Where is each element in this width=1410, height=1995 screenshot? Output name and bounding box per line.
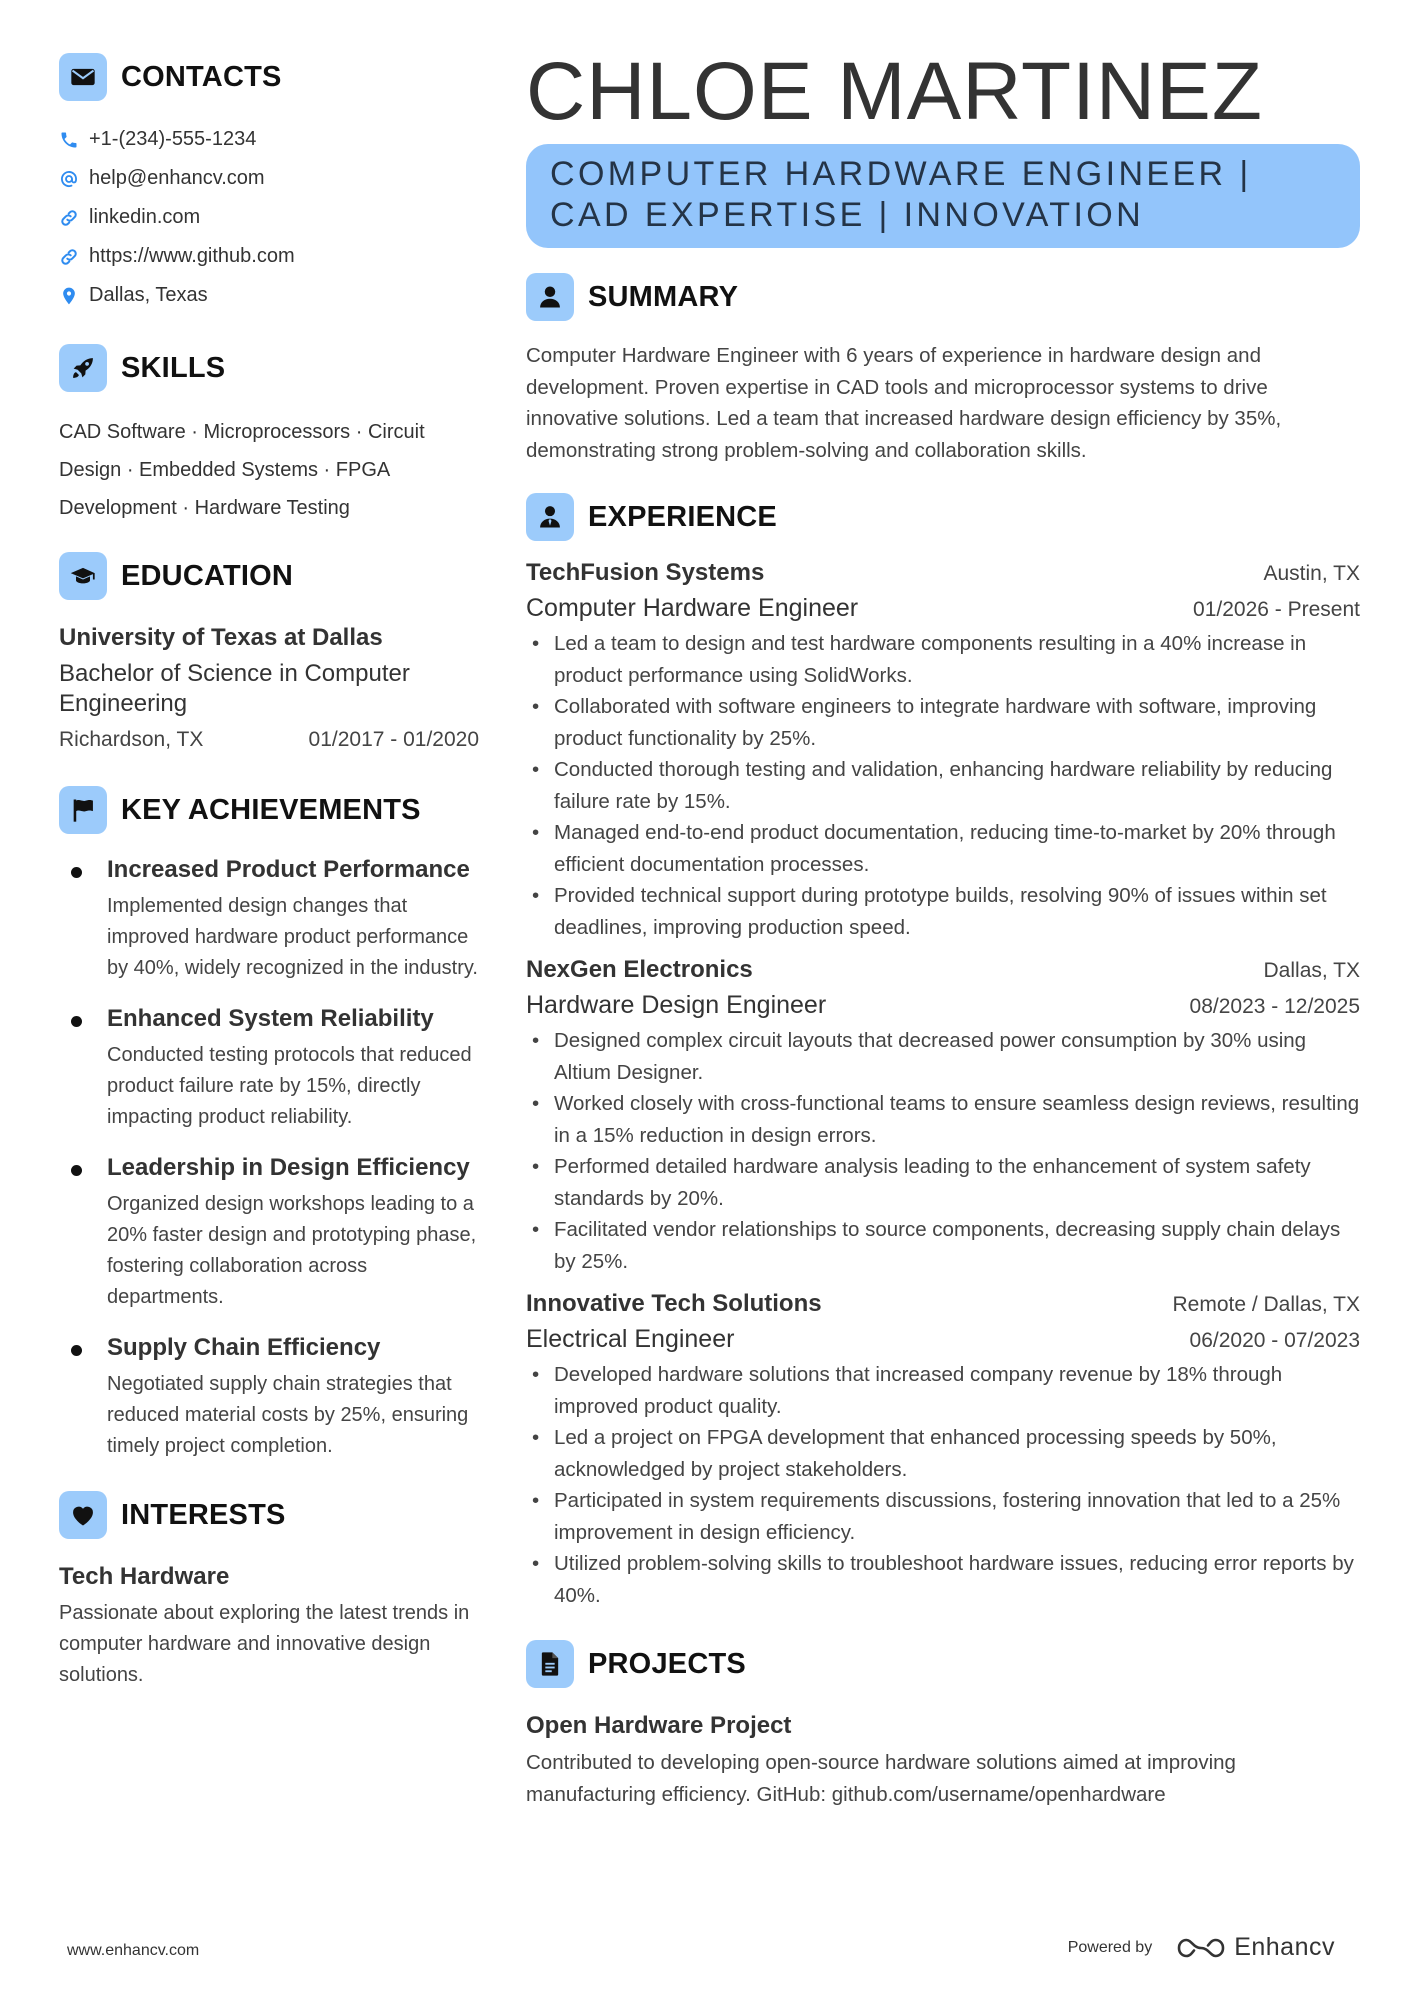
experience-title: EXPERIENCE <box>588 500 777 533</box>
projects-header <box>526 1639 1360 1689</box>
list-item: • Managed end-to-end product documentation, reducing time-to-market by 20% through efficient documentation processes. <box>526 817 1360 880</box>
list-item: • Participated in system requirements discussions, fostering innovation that led to a 25% improvement in design efficiency. <box>526 1485 1360 1548</box>
contact-list <box>59 120 479 315</box>
projects-title: PROJECTS <box>588 1647 746 1680</box>
user-icon <box>526 273 574 321</box>
list-item: • Designed complex circuit layouts that decreased power consumption by 30% using Altium Designer. <box>526 1025 1360 1088</box>
experience-section <box>526 492 1360 1611</box>
list-item: • Conducted thorough testing and validation, enhancing hardware reliability by reducing failure rate by 15%. <box>526 754 1360 817</box>
job-company: TechFusion Systems <box>526 559 765 586</box>
education-header <box>59 551 479 601</box>
achievement-desc: Negotiated supply chain strategies that reduced material costs by 25%, ensuring timely project completion. <box>107 1373 469 1457</box>
experience-header <box>526 492 1360 542</box>
list-item: • Collaborated with software engineers to integrate hardware with software, improving product functionality by 25%. <box>526 691 1360 754</box>
project-desc: Contributed to developing open-source hardware solutions aimed at improving manufacturing efficiency. GitHub: github.com/username/openhardware <box>526 1751 1236 1806</box>
contact-linkedin[interactable] <box>59 198 479 237</box>
interests-title: INTERESTS <box>121 1498 286 1531</box>
list-item: • Worked closely with cross-functional teams to ensure seamless design reviews, resulting in a 15% reduction in design errors. <box>526 1088 1360 1151</box>
contact-linkedin-text: linkedin.com <box>89 206 201 228</box>
skills-header <box>59 343 479 393</box>
achievement-title: Enhanced System Reliability <box>107 1005 434 1032</box>
right-column <box>526 46 1360 1810</box>
achievement-item <box>59 1004 479 1133</box>
achievement-list <box>59 855 479 1462</box>
job-role: Hardware Design Engineer <box>526 991 827 1019</box>
skills-list: CAD Software · Microprocessors · Circuit Design · Embedded Systems · FPGA Development · Hardware Testing <box>59 421 425 519</box>
job-role: Electrical Engineer <box>526 1325 735 1353</box>
contact-email-text: help@enhancv.com <box>89 167 265 189</box>
job-role-row <box>526 590 1360 626</box>
job-header <box>526 953 1360 987</box>
education-section <box>59 551 479 755</box>
flag-icon <box>59 786 107 834</box>
achievement-title: Leadership in Design Efficiency <box>107 1154 470 1181</box>
achievements-title: KEY ACHIEVEMENTS <box>121 793 421 826</box>
candidate-name: CHLOE MARTINEZ <box>526 46 1263 137</box>
education-dates: 01/2017 - 01/2020 <box>308 728 479 751</box>
bullet-icon <box>71 1165 82 1176</box>
job-role-row <box>526 987 1360 1023</box>
interests-header <box>59 1490 479 1540</box>
job-entry <box>526 1287 1360 1611</box>
job-dates: 06/2020 - 07/2023 <box>1189 1329 1360 1352</box>
interest-title: Tech Hardware <box>59 1563 230 1590</box>
footer-branding <box>1068 1933 1335 1962</box>
job-header <box>526 556 1360 590</box>
brand[interactable] <box>1176 1933 1335 1962</box>
achievements-header <box>59 785 479 835</box>
link-icon <box>59 208 89 228</box>
bullet-icon <box>71 1016 82 1027</box>
document-icon <box>526 1640 574 1688</box>
interest-desc: Passionate about exploring the latest trends in computer hardware and innovative design solutions. <box>59 1602 470 1686</box>
job-entry <box>526 556 1360 943</box>
summary-text: Computer Hardware Engineer with 6 years of experience in hardware design and development. Proven expertise in CAD tools and microprocessor systems to drive innovative solutions. Led a team that increased hardware design efficiency by 35%, demonstrating strong problem-solving and collaboration skills. <box>526 344 1282 462</box>
education-degree: Bachelor of Science in Computer Engineering <box>59 660 410 717</box>
achievement-title: Supply Chain Efficiency <box>107 1334 381 1361</box>
project-title: Open Hardware Project <box>526 1712 792 1739</box>
job-role: Computer Hardware Engineer <box>526 594 859 622</box>
job-entry <box>526 953 1360 1277</box>
list-item: • Developed hardware solutions that increased company revenue by 18% through improved product quality. <box>526 1359 1360 1422</box>
contact-phone-text: +1-(234)-555-1234 <box>89 128 257 150</box>
achievements-section <box>59 785 479 1462</box>
job-bullets <box>526 628 1360 943</box>
achievement-item <box>59 1153 479 1313</box>
at-icon <box>59 169 89 189</box>
education-title: EDUCATION <box>121 559 294 592</box>
heart-icon <box>59 1491 107 1539</box>
achievement-desc: Conducted testing protocols that reduced product failure rate by 15%, directly impacting product reliability. <box>107 1044 472 1128</box>
list-item: • Provided technical support during prototype builds, resolving 90% of issues within set deadlines, improving production speed. <box>526 880 1360 943</box>
link-icon <box>59 247 89 267</box>
job-location: Austin, TX <box>1263 562 1360 585</box>
footer-url[interactable]: www.enhancv.com <box>67 1942 200 1959</box>
list-item: • Performed detailed hardware analysis leading to the enhancement of system safety standards by 20%. <box>526 1151 1360 1214</box>
projects-section <box>526 1639 1360 1810</box>
achievement-item <box>59 1333 479 1462</box>
job-header <box>526 1287 1360 1321</box>
job-dates: 08/2023 - 12/2025 <box>1189 995 1360 1018</box>
achievement-desc: Implemented design changes that improved hardware product performance by 40%, widely recognized in the industry. <box>107 895 478 979</box>
skills-section <box>59 343 479 527</box>
contact-email[interactable] <box>59 159 479 198</box>
job-location: Remote / Dallas, TX <box>1172 1293 1360 1316</box>
enhancv-logo-icon <box>1176 1935 1226 1961</box>
brand-name: Enhancv <box>1234 1933 1335 1961</box>
headline-banner: COMPUTER HARDWARE ENGINEER | CAD EXPERTISE | INNOVATION <box>526 144 1360 248</box>
education-location: Richardson, TX <box>59 728 204 751</box>
graduation-cap-icon <box>59 552 107 600</box>
list-item: • Facilitated vendor relationships to source components, decreasing supply chain delays by 25%. <box>526 1214 1360 1277</box>
job-role-row <box>526 1321 1360 1357</box>
bullet-icon <box>71 1345 82 1356</box>
education-school: University of Texas at Dallas <box>59 624 383 651</box>
job-company: NexGen Electronics <box>526 956 753 983</box>
interests-section <box>59 1490 479 1691</box>
phone-icon <box>59 130 89 150</box>
contact-github[interactable] <box>59 237 479 276</box>
location-icon <box>59 286 89 306</box>
job-location: Dallas, TX <box>1263 959 1360 982</box>
rocket-icon <box>59 344 107 392</box>
summary-title: SUMMARY <box>588 280 739 313</box>
bullet-icon <box>71 867 82 878</box>
job-bullets <box>526 1359 1360 1611</box>
achievement-title: Increased Product Performance <box>107 856 470 883</box>
contact-location <box>59 276 479 315</box>
list-item: • Utilized problem-solving skills to troubleshoot hardware issues, reducing error reports by 40%. <box>526 1548 1360 1611</box>
summary-header <box>526 272 1360 322</box>
summary-section <box>526 272 1360 466</box>
contacts-title: CONTACTS <box>121 60 282 93</box>
contact-phone[interactable] <box>59 120 479 159</box>
contacts-section <box>59 52 479 315</box>
job-dates: 01/2026 - Present <box>1193 598 1360 621</box>
job-bullets <box>526 1025 1360 1277</box>
achievement-desc: Organized design workshops leading to a 20% faster design and prototyping phase, fostering collaboration across departments. <box>107 1193 477 1308</box>
envelope-icon <box>59 53 107 101</box>
skills-title: SKILLS <box>121 351 226 384</box>
job-company: Innovative Tech Solutions <box>526 1290 822 1317</box>
achievement-item <box>59 855 479 984</box>
list-item: • Led a project on FPGA development that enhanced processing speeds by 50%, acknowledged by project stakeholders. <box>526 1422 1360 1485</box>
education-meta <box>59 725 479 755</box>
briefcase-user-icon <box>526 493 574 541</box>
left-column <box>59 52 479 1691</box>
powered-by-label: Powered by <box>1067 1938 1153 1956</box>
contact-github-text: https://www.github.com <box>89 245 295 267</box>
contact-location-text: Dallas, Texas <box>89 284 208 306</box>
list-item: • Led a team to design and test hardware components resulting in a 40% increase in product performance using SolidWorks. <box>526 628 1360 691</box>
contacts-header <box>59 52 479 102</box>
